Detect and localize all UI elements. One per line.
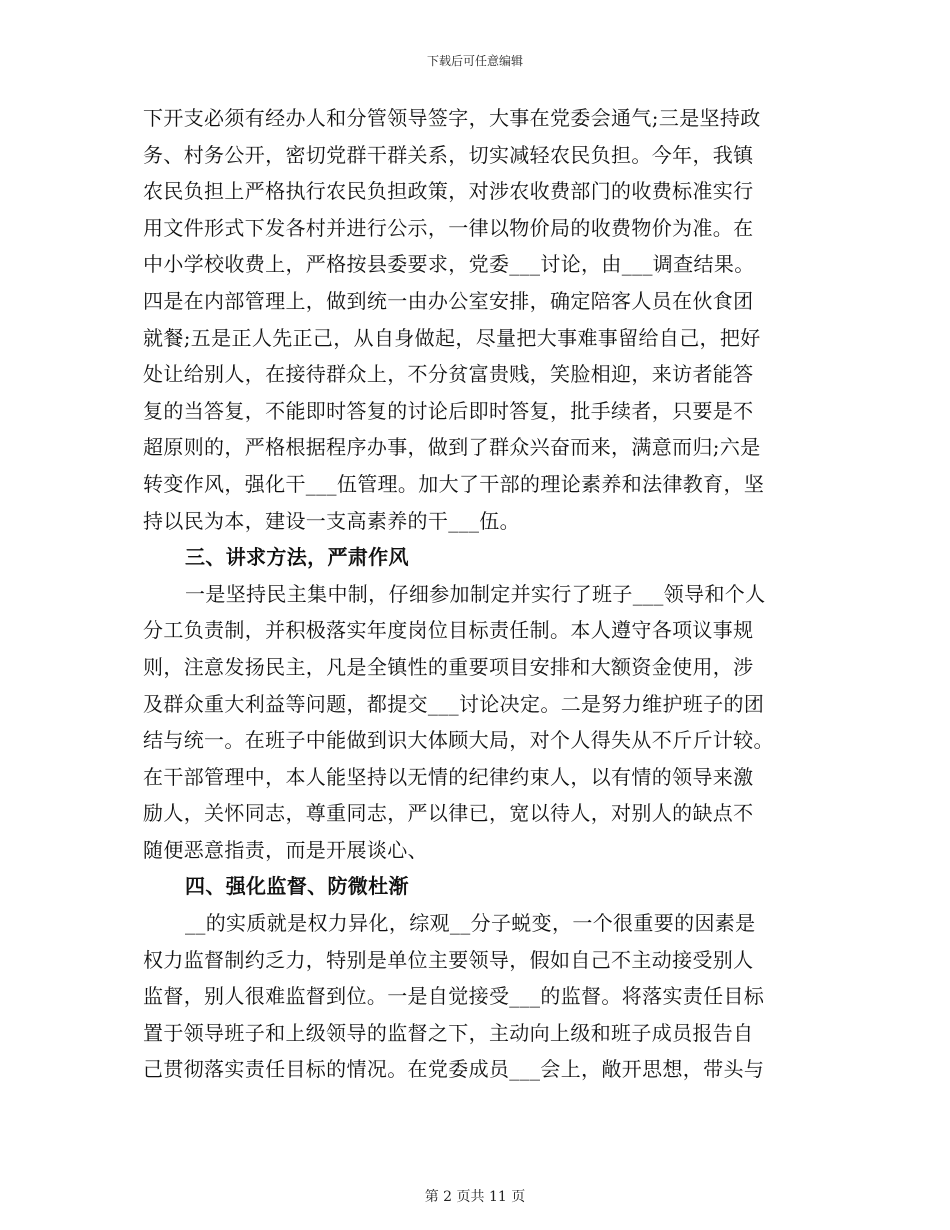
- body-line: 农民负担上严格执行农民负担政策，对涉农收费部门的收费标准实行: [143, 179, 754, 204]
- body-line: 超原则的，严格根据程序办事，做到了群众兴奋而来，满意而归;六是: [143, 435, 761, 460]
- body-line: 则，注意发扬民主，凡是全镇性的重要项目安排和大额资金使用，涉: [143, 654, 754, 679]
- body-line: 及群众重大利益等问题，都提交___讨论决定。二是努力维护班子的团: [143, 691, 765, 716]
- body-line: 分工负责制，并积极落实年度岗位目标责任制。本人遵守各项议事规: [143, 618, 754, 643]
- body-line: 持以民为本，建设一支高素养的干___伍。: [143, 508, 520, 533]
- page-header: 下载后可任意编辑: [426, 54, 523, 68]
- section-heading: 四、强化监督、防微杜渐: [185, 874, 409, 899]
- body-line: 就餐;五是正人先正己，从自身做起，尽量把大事难事留给自己，把好: [143, 325, 761, 350]
- section-heading: 三、讲求方法，严肃作风: [185, 545, 409, 570]
- body-line: 四是在内部管理上，做到统一由办公室安排，确定陪客人员在伙食团: [143, 288, 754, 313]
- document-body: [143, 100, 807, 1088]
- body-line: 转变作风，强化干___伍管理。加大了干部的理论素养和法律教育，坚: [143, 471, 765, 496]
- body-line: 随便恶意指责，而是开展谈心、: [143, 837, 428, 862]
- page-number: 第 2 页共 11 页: [424, 1189, 526, 1205]
- body-line: 励人，关怀同志，尊重同志，严以律已，宽以待人，对别人的缺点不: [143, 801, 754, 826]
- body-line: 务、村务公开，密切党群干群关系，切实减轻农民负担。今年，我镇: [143, 142, 754, 167]
- body-line: 处让给别人，在接待群众上，不分贫富贵贱，笑脸相迎，来访者能答: [143, 362, 754, 387]
- body-line: __的实质就是权力异化，综观__分子蜕变，一个很重要的因素是: [185, 911, 756, 936]
- body-line: 下开支必须有经办人和分管领导签字，大事在党委会通气;三是坚持政: [143, 106, 761, 130]
- body-line: 结与统一。在班子中能做到识大体顾大局，对个人得失从不斤斤计较。: [143, 728, 774, 753]
- body-line: 己贯彻落实责任目标的情况。在党委成员___会上，敞开思想，带头与: [143, 1057, 765, 1082]
- body-line: 一是坚持民主集中制，仔细参加制定并实行了班子___领导和个人: [185, 581, 766, 606]
- body-line: 中小学校收费上，严格按县委要求，党委___讨论，由___调查结果。: [143, 252, 755, 277]
- body-line: 用文件形式下发各村并进行公示，一律以物价局的收费物价为准。在: [143, 215, 754, 240]
- body-line: 复的当答复，不能即时答复的讨论后即时答复，批手续者，只要是不: [143, 398, 754, 423]
- body-line: 在干部管理中，本人能坚持以无情的纪律约束人，以有情的领导来激: [143, 764, 754, 789]
- body-line: 权力监督制约乏力，特别是单位主要领导，假如自己不主动接受别人: [143, 947, 754, 972]
- body-line: 置于领导班子和上级领导的监督之下，主动向上级和班子成员报告自: [143, 1020, 754, 1045]
- body-line: 监督，别人很难监督到位。一是自觉接受___的监督。将落实责任目标: [143, 984, 765, 1009]
